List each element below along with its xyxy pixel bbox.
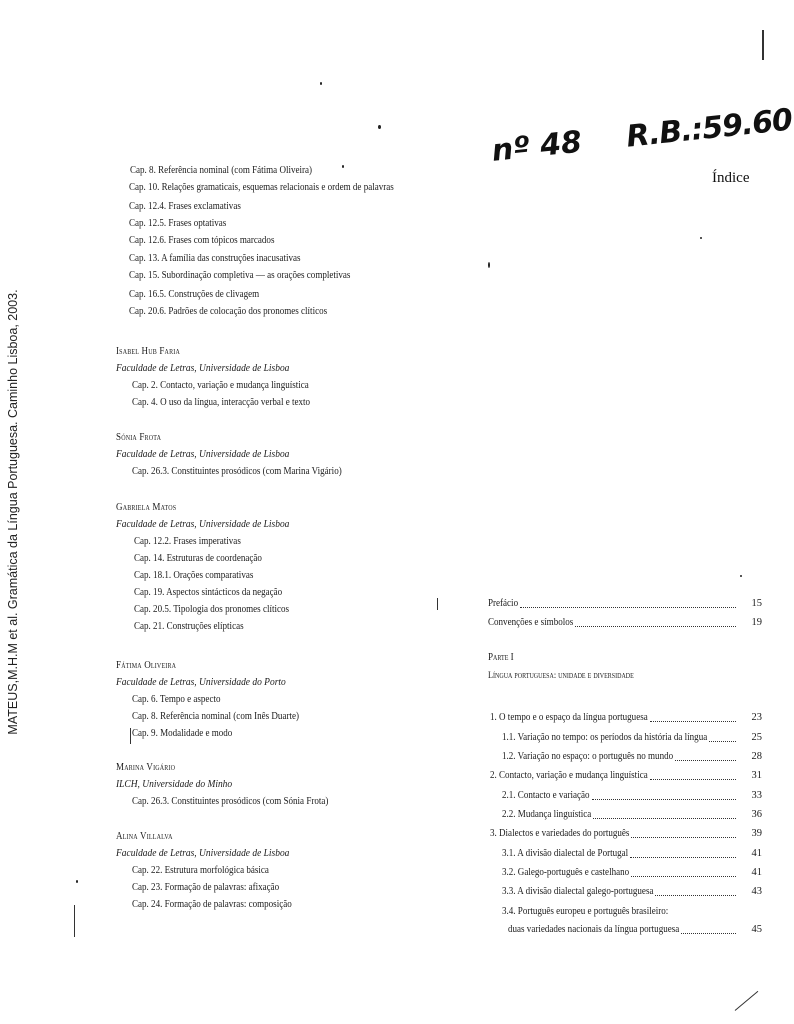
- toc-label: 1.1. Variação no tempo: os períodos da história da língua: [502, 732, 708, 743]
- contributor-chapter: Cap. 6. Tempo e aspecto: [132, 694, 221, 705]
- toc-leader: [631, 876, 736, 877]
- page-heading: Índice: [712, 170, 750, 186]
- part-title: Língua portuguesa: unidade e diversidade: [488, 671, 634, 681]
- contributor-name: Isabel Hub Faria: [116, 346, 180, 357]
- contributor-affiliation: Faculdade de Letras, Universidade do Porto: [116, 676, 286, 688]
- toc-label: 3. Dialectos e variedades do português: [490, 828, 630, 839]
- toc-page-number: 28: [751, 751, 762, 762]
- toc-row: [488, 712, 762, 725]
- chapter-entry: Cap. 16.5. Construções de clivagem: [129, 289, 260, 300]
- scan-edge-mark: [130, 728, 131, 744]
- toc-row: [488, 770, 762, 783]
- scan-speck: [342, 165, 344, 168]
- contributor-name: Gabriela Matos: [116, 502, 177, 513]
- chapter-entry: Cap. 20.6. Padrões de colocação dos pronomes clíticos: [129, 306, 328, 317]
- toc-row: [488, 598, 762, 611]
- contributor-chapter: Cap. 22. Estrutura morfológica básica: [132, 865, 269, 876]
- toc-label: Prefácio: [488, 598, 519, 609]
- toc-label: 1.2. Variação no espaço: o português no mundo: [502, 751, 674, 762]
- contributor-chapter: Cap. 21. Construções elípticas: [134, 621, 244, 632]
- toc-row: [488, 886, 762, 899]
- contributor-chapter: Cap. 20.5. Tipologia dos pronomes clíticos: [134, 604, 290, 615]
- contributor-name: Sónia Frota: [116, 432, 162, 443]
- toc-row: [488, 924, 762, 937]
- contributor-chapter: Cap. 9. Modalidade e modo: [132, 728, 233, 739]
- contributor-name: Marina Vigário: [116, 762, 176, 773]
- scan-speck: [488, 262, 490, 268]
- chapter-entry: Cap. 12.4. Frases exclamativas: [129, 201, 241, 212]
- contributor-chapter: Cap. 18.1. Orações comparativas: [134, 570, 254, 581]
- toc-label: duas variedades nacionais da língua portuguesa: [508, 924, 680, 935]
- toc-row: [488, 732, 762, 745]
- toc-page-number: 36: [751, 809, 762, 820]
- handwritten-number: nº 48: [490, 124, 584, 169]
- contributor-affiliation: Faculdade de Letras, Universidade de Lisboa: [116, 518, 290, 530]
- contributor-chapter: Cap. 12.2. Frases imperativas: [134, 536, 241, 547]
- chapter-entry: Cap. 15. Subordinação completiva — as orações completivas: [129, 270, 351, 281]
- toc-page-number: 23: [751, 712, 762, 723]
- toc-leader: [593, 818, 736, 819]
- toc-row: [488, 809, 762, 822]
- toc-label: 3.3. A divisão dialectal galego-portuguesa: [502, 886, 654, 897]
- toc-leader: [520, 607, 736, 608]
- toc-leader: [709, 741, 736, 742]
- toc-page-number: 19: [751, 617, 762, 628]
- citation-spine: [2, 0, 24, 1024]
- scan-speck: [76, 880, 78, 883]
- scan-edge-mark: [735, 991, 759, 1011]
- chapter-entry: Cap. 10. Relações gramaticais, esquemas relacionais e ordem de palavras: [129, 182, 394, 193]
- toc-label: 3.1. A divisão dialectal de Portugal: [502, 848, 629, 859]
- toc-leader: [650, 779, 736, 780]
- toc-label: 2.1. Contacto e variação: [502, 790, 590, 801]
- contributor-affiliation: ILCH, Universidade do Minho: [116, 778, 233, 790]
- toc-row: [488, 848, 762, 861]
- scan-edge-mark: [74, 905, 75, 937]
- toc-page-number: 15: [751, 598, 762, 609]
- contributor-chapter: Cap. 19. Aspectos sintácticos da negação: [134, 587, 283, 598]
- contributor-affiliation: Faculdade de Letras, Universidade de Lisboa: [116, 448, 290, 460]
- chapter-entry: Cap. 13. A família das construções inacusativas: [129, 253, 301, 264]
- toc-page-number: 33: [751, 790, 762, 801]
- toc-label: 1. O tempo e o espaço da língua portuguesa: [490, 712, 648, 723]
- toc-label: 2.2. Mudança linguística: [502, 809, 592, 820]
- toc-page-number: 31: [751, 770, 762, 781]
- contributor-chapter: Cap. 2. Contacto, variação e mudança linguística: [132, 380, 309, 391]
- toc-leader: [655, 895, 736, 896]
- toc-label: 3.4. Português europeu e português brasileiro:: [502, 906, 669, 917]
- toc-label: 3.2. Galego-português e castelhano: [502, 867, 630, 878]
- contributor-chapter: Cap. 14. Estruturas de coordenação: [134, 553, 262, 564]
- toc-leader: [681, 933, 736, 934]
- scan-edge-mark: [437, 598, 438, 610]
- contributor-chapter: Cap. 23. Formação de palavras: afixação: [132, 882, 280, 893]
- contributor-chapter: Cap. 8. Referência nominal (com Inês Duarte): [132, 711, 300, 722]
- scan-speck: [320, 82, 322, 85]
- toc-row: [488, 790, 762, 803]
- contributor-affiliation: Faculdade de Letras, Universidade de Lisboa: [116, 847, 290, 859]
- part-label: Parte I: [488, 652, 514, 663]
- toc-page-number: 41: [751, 848, 762, 859]
- contributor-name: Fátima Oliveira: [116, 660, 177, 671]
- contributor-name: Alina Villalva: [116, 831, 173, 842]
- toc-leader: [630, 857, 736, 858]
- toc-row: [488, 867, 762, 880]
- chapter-entry: Cap. 12.5. Frases optativas: [129, 218, 227, 229]
- toc-row: [488, 617, 762, 630]
- toc-page-number: 41: [751, 867, 762, 878]
- toc-leader: [575, 626, 736, 627]
- contributor-affiliation: Faculdade de Letras, Universidade de Lisboa: [116, 362, 290, 374]
- toc-page-number: 43: [751, 886, 762, 897]
- contributor-chapter: Cap. 26.3. Constituintes prosódicos (com Sónia Frota): [132, 796, 329, 807]
- toc-row: [488, 751, 762, 764]
- chapter-entry: Cap. 12.6. Frases com tópicos marcados: [129, 235, 275, 246]
- contributor-chapter: Cap. 26.3. Constituintes prosódicos (com Marina Vigário): [132, 466, 342, 477]
- citation-text: MATEUS,M.H.M et al. Gramática da Língua Portuguesa. Caminho Lisboa, 2003.: [6, 289, 20, 735]
- scan-edge-mark: [762, 30, 764, 60]
- toc-leader: [592, 799, 737, 800]
- toc-label: 2. Contacto, variação e mudança linguística: [490, 770, 648, 781]
- toc-leader: [675, 760, 736, 761]
- contributor-chapter: Cap. 24. Formação de palavras: composição: [132, 899, 292, 910]
- toc-label: Convenções e símbolos: [488, 617, 574, 628]
- scan-speck: [740, 575, 742, 577]
- toc-page-number: 25: [751, 732, 762, 743]
- toc-row: [488, 906, 758, 919]
- scan-speck: [378, 125, 381, 129]
- contributor-chapter: Cap. 4. O uso da língua, interacção verbal e texto: [132, 397, 311, 408]
- chapter-entry: Cap. 8. Referência nominal (com Fátima Oliveira): [130, 165, 313, 176]
- scan-speck: [700, 237, 702, 239]
- toc-row: [488, 828, 762, 841]
- handwritten-code: R.B.:59.60: [624, 102, 794, 155]
- toc-leader: [650, 721, 736, 722]
- toc-page-number: 39: [751, 828, 762, 839]
- toc-page-number: 45: [751, 924, 762, 935]
- toc-leader: [631, 837, 736, 838]
